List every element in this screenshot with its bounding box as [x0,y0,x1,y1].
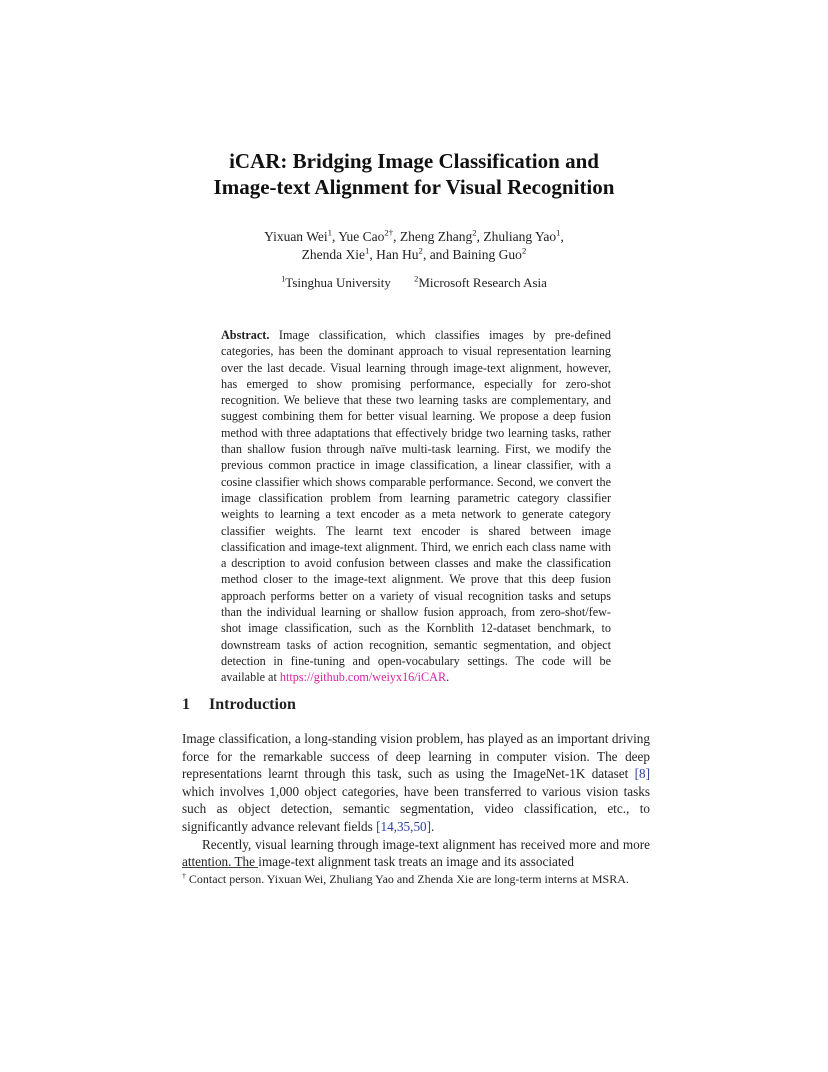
footnote-rule [182,867,258,868]
affiliation-mark: 1 [281,273,286,284]
authors-line-1 [140,228,688,246]
section-heading [182,696,296,714]
paragraph-text: Image classification, a long-standing vision problem, has played as an important driving force for the remarkable success of deep learning in computer vision. The deep representations learnt through this task, such as using the ImageNet-1K dataset [182,731,650,782]
title-line-1: iCAR: Bridging Image Classification and [229,149,599,173]
affiliation-mark: 2 [414,273,419,284]
section-number: 1 [182,696,190,713]
author-mark: 2 [418,245,423,256]
code-link[interactable]: https://github.com/weiyx16/iCAR [279,670,447,685]
author-mark: 2 [521,245,527,256]
author-sep: , [422,247,430,262]
abstract [221,327,611,686]
author-name: Zhuliang Yao [483,229,557,244]
affiliation-name: Microsoft Research Asia [418,275,547,290]
author-name: Zhenda Xie [301,247,366,262]
title-line-2: Image-text Alignment for Visual Recognition [213,175,615,199]
abstract-text: Image classification, which classifies images by pre-defined categories, has been the dominant approach to visual representation learning over the last decade. Visual learning through image-text alignment, however, has emerged to show promising performance, especially for zero-shot recognition. We believe that these two learning tasks are complementary, and suggest combining them for better visual learning. We propose a deep fusion method with three adaptations that effectively bridge two learning tasks, rather than shallow fusion through naïve multi-task learning. First, we modify the previous common practice in image classification, a linear classifier, with a cosine classifier which shows comparable performance. Second, we convert the image classification problem from learning parametric category classifier weights to learning a text encoder as a meta network to generate category classifier weights. The learnt text encoder is shared between image classification and image-text alignment. Third, we enrich each class name with a description to avoid confusion between classes and make the classification method closer to the image-text alignment. We prove that this deep fusion approach performs better on a variety of visual recognition tasks and setups than the individual learning or shallow fusion approach, from zero-shot/few-shot image classification, such as the Kornblith 12-dataset benchmark, to downstream tasks of action recognition, semantic segmentation, and object detection in fine-tuning and open-vocabulary settings. The code will be available at [221,328,611,685]
author-name: Yixuan Wei [264,229,328,244]
footnote-text: Contact person. Yixuan Wei, Zhuliang Yao and Zhenda Xie are long-term interns at MSRA. [185,872,629,886]
paragraph: Recently, visual learning through image-text alignment has received more and more attention. The image-text alignment task treats an image and its associated [182,836,650,870]
citation-link[interactable]: [8] [634,766,650,782]
author-name: and Baining Guo [429,247,522,262]
authors-line-2 [140,246,688,264]
paper-title [120,148,708,200]
affiliations [140,274,688,292]
author-sep: , [332,229,339,244]
paragraph [182,730,650,836]
author-mark: 2† [384,227,394,238]
section-title: Introduction [209,696,296,713]
footnote-mark: † [182,871,186,880]
author-list [140,228,688,264]
author-name: Han Hu [376,247,419,262]
paragraph-text: . [431,818,435,834]
abstract-label: Abstract. [221,328,270,342]
affiliation-name: Tsinghua University [285,275,391,290]
author-sep: , [393,229,400,244]
citation-link[interactable]: [14,35,50] [376,818,432,834]
footnote [182,872,650,888]
abstract-end: . [446,670,450,685]
author-name: Zheng Zhang [399,229,473,244]
affiliation [281,275,391,290]
author-sep: , [476,229,484,244]
author-mark: 1 [556,227,561,238]
author-mark: 2 [472,227,477,238]
author-mark: 1 [327,227,332,238]
author-name: Yue Cao [338,229,385,244]
author-mark: 1 [365,245,370,256]
introduction-body [182,730,650,871]
paragraph-text: which involves 1,000 object categories, have been transferred to various vision tasks such as object detection, semantic segmentation, video classification, etc., to significantly advance relevant fields [182,783,650,834]
author-sep: , [560,229,564,244]
author-sep: , [369,247,377,262]
affiliation [414,275,547,290]
